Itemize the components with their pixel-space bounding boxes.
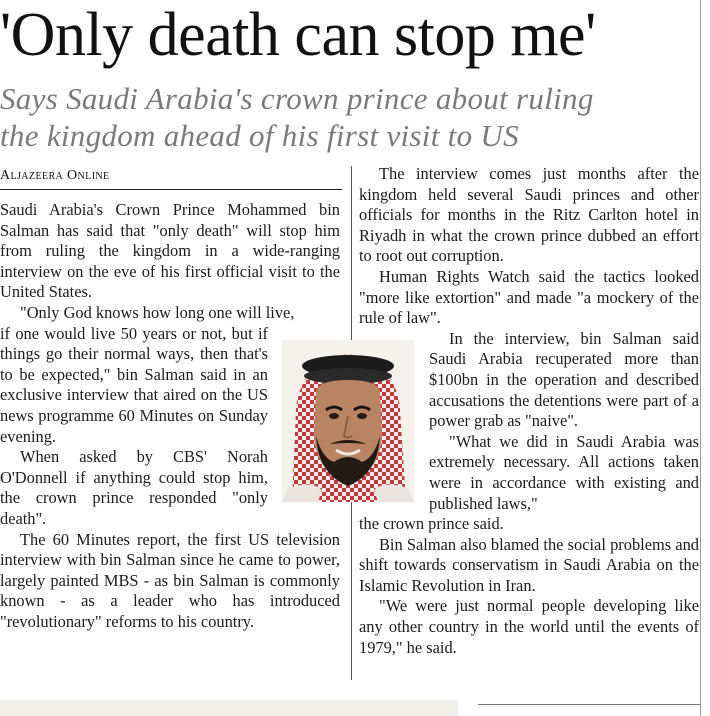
page-edge-rule (700, 0, 701, 716)
subheadline-line-1: Says Saudi Arabia's crown prince about ruling (0, 81, 594, 116)
left-paragraph-3: When asked by CBS' Norah O'Donnell if anything could stop him, the crown prince responded "only death". (0, 447, 268, 528)
right-paragraph-2: Human Rights Watch said the tactics looked "more like extortion" and made "a mockery of the rule of law". (359, 266, 699, 328)
left-paragraph-4: The 60 Minutes report, the first US television interview with bin Salman since he came to power, largely painted MBS - as bin Salman is commonly known - as a leader who has introduced "revolutionary" reforms to his country. (0, 529, 340, 631)
right-paragraph-1: The interview comes just months after the kingdom held several Saudi princes and other officials for months in the Ritz Carlton hotel in Riyadh in what the crown prince dubbed an effort to root out corruption. (359, 164, 699, 266)
left-paragraph-2: if one would live 50 years or not, but if things go their normal ways, then that's to be expected," bin Salman said in an exclusive interview that aired on the US news programme 60 Minutes on Sunday evening. (0, 323, 268, 446)
subheadline-line-2: the kingdom ahead of his first visit to US (0, 118, 519, 153)
right-column (359, 164, 699, 658)
byline: Aljazeera Online (0, 166, 342, 190)
right-paragraph-3: In the interview, bin Salman said Saudi Arabia recuperated more than $100bn in the operation and described accusations the detentions were part of a power grab as "naive". (429, 328, 699, 431)
left-paragraph-1: Saudi Arabia's Crown Prince Mohammed bin Salman has said that "only death" will stop him from ruling the kingdom in a wide-ranging interview on the eve of his first official visit to the United States. (0, 200, 340, 302)
right-paragraph-6: "We were just normal people developing like any other country in the world until the events of 1979," he said. (359, 596, 699, 657)
subheadline (0, 80, 700, 154)
left-paragraph-2-lead: "Only God knows how long one will live, (20, 302, 295, 322)
right-paragraph-4-tail: the crown prince said. (359, 514, 504, 534)
right-paragraph-5: Bin Salman also blamed the social problems and shift towards conservatism in Saudi Arabia on the Islamic Revolution in Iran. (359, 534, 699, 595)
adjacent-article-strip (0, 700, 458, 716)
bottom-rule (478, 704, 700, 705)
right-paragraph-4: "What we did in Saudi Arabia was extremely necessary. All actions taken were in accordance with existing and published laws," (429, 431, 699, 513)
headline: 'Only death can stop me' (0, 1, 596, 69)
